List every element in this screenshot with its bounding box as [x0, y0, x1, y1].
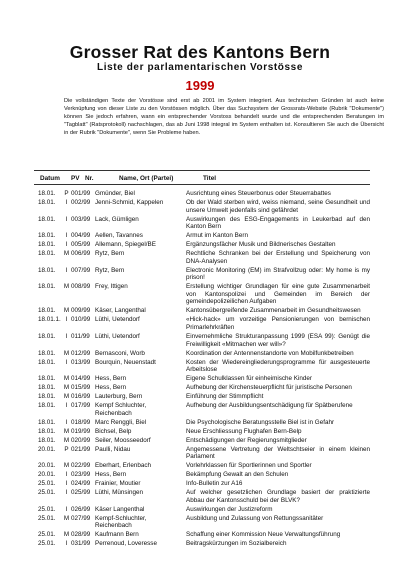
pv-cell: M [63, 436, 70, 444]
date-cell: 18.01. [38, 402, 56, 410]
pv-cell: M [63, 462, 70, 470]
table-row [38, 199, 370, 216]
date-cell: 25.01. [38, 514, 56, 522]
document-title: Grosser Rat des Kantons Bern [69, 42, 331, 62]
table-row [38, 375, 370, 384]
pv-cell: I [65, 480, 68, 488]
number-cell: 019/99 [71, 427, 91, 435]
number-cell: 006/99 [71, 250, 91, 258]
pv-cell: M [63, 375, 70, 383]
name-cell: Käser Langenthal [95, 505, 145, 513]
title-cell: Auswirkungen der Justizreform [186, 505, 273, 513]
date-cell: 20.01. [38, 471, 56, 479]
table-row [38, 241, 370, 250]
title-cell: Erstellung wichtiger Grundlagen für eine gute Zusammenarbeit von Kantonspolizei und Gemeinden im Bereich der gemeindepolizeilichen Aufgaben [186, 283, 370, 306]
name-cell: Allemann, Spiegel/BE [95, 241, 156, 249]
header-bottom-rule [34, 184, 370, 185]
title-cell: Aufhebung der Ausbildungsentschädigung für Spätberufene [186, 402, 353, 410]
intro-paragraph: Die vollständigen Texte der Vorstösse sind erst ab 2001 im System integriert. Aus technischen Gründen ist auch keine Verknüpfung von dieser Liste zu den Vorstössen möglich. Über das Suchsystem der Grossrats-Website (Rubrik "Dokumente") können Sie jedoch erfahren, wann ein entsprechender Vorstoss behandelt wurde und die entsprechenden Beratungen im "Tagblatt" (Ratsprotokoll) nachschlagen, das ab Juni 1998 integral im System enthalten ist. Konsultieren Sie auch die Übersicht in der Rubrik "Dokumente", wenn Sie Probleme haben. [64, 98, 384, 137]
name-cell: Lauterburg, Bern [95, 393, 143, 401]
title-cell: Einführung der Stimmpflicht [186, 393, 264, 401]
title-cell: Bekämpfung Gewalt an den Schulen [186, 471, 289, 479]
number-cell: 014/99 [71, 375, 91, 383]
date-cell: 25.01. [38, 540, 56, 548]
name-cell: Paulli, Nidau [95, 445, 131, 453]
pv-cell: I [65, 505, 68, 513]
number-cell: 027/99 [71, 514, 91, 522]
date-cell: 18.01. [38, 427, 56, 435]
number-cell: 015/99 [71, 384, 91, 392]
date-cell: 18.01. [38, 250, 56, 258]
table-row [38, 515, 370, 532]
date-cell: 18.01. [38, 418, 56, 426]
pv-cell: I [65, 333, 68, 340]
date-cell: 20.01. [38, 462, 56, 470]
number-cell: 024/99 [71, 480, 91, 488]
number-cell: 017/99 [71, 402, 91, 410]
date-cell: 18.01. [38, 333, 56, 340]
table-row [38, 359, 370, 376]
header-name: Name, Ort (Partei) [119, 175, 174, 182]
title-cell: Ob der Wald sterben wird, weiss niemand, seine Gesundheit und unsere Umwelt jedenfalls sind gefährdet [186, 198, 370, 214]
name-cell: Hess, Bern [95, 384, 127, 392]
table-row [38, 333, 370, 350]
date-cell: 25.01. [38, 505, 56, 513]
pv-cell: M [63, 307, 70, 315]
table-row [38, 190, 370, 199]
title-cell: Beitragskürzungen im Sozialbereich [186, 540, 287, 548]
table-row [38, 350, 370, 359]
name-cell: Käser, Langenthal [95, 307, 146, 315]
table-row [38, 419, 370, 428]
date-cell: 18.01. [38, 232, 56, 240]
date-cell: 18.01. [38, 198, 56, 206]
pv-cell: I [65, 402, 68, 410]
title-cell: Kantonsübergreifende Zusammenarbeit im Gesundheitswesen [186, 307, 361, 315]
table-row [38, 316, 370, 333]
number-cell: 011/99 [71, 333, 90, 340]
title-cell: Koordination der Antennenstandorte von Mobilfunkbetreiben [186, 349, 354, 357]
title-cell: Entschädigungen der Regierungsmitglieder [186, 436, 307, 444]
pv-cell: P [64, 190, 69, 197]
number-cell: 001/99 [71, 190, 91, 197]
date-cell: 25.01. [38, 531, 56, 539]
date-cell: 18.01. [38, 384, 56, 392]
pv-cell: M [63, 514, 70, 522]
table-row [38, 540, 370, 549]
number-cell: 010/99 [71, 316, 91, 324]
title-cell: Die Psychologische Beratungsstelle Biel ist in Gefahr [186, 418, 335, 426]
name-cell: Seiler, Moosseedorf [95, 436, 151, 444]
pv-cell: I [65, 358, 68, 366]
title-cell: Ausrichtung eines Steuerbonus oder Steuerrabattes [186, 190, 331, 197]
table-row [38, 462, 370, 471]
title-cell: Auswirkungen des ESG-Engagements in Leukerbad auf den Kanton Bern [186, 215, 370, 231]
date-cell: 25.01. [38, 480, 56, 488]
title-cell: «Hick-hack» um vorzeitige Pensionierungen von bernischen Primarlehrkräften [186, 316, 370, 332]
pv-cell: I [65, 418, 68, 426]
name-cell: Kaufmann Bern [95, 531, 139, 539]
table-row [38, 384, 370, 393]
pv-cell: P [64, 445, 69, 453]
name-cell: Hess, Bern [95, 375, 127, 383]
table-row [38, 216, 370, 233]
number-cell: 028/99 [71, 531, 91, 539]
date-cell: 18.01.1. [38, 316, 61, 324]
title-cell: Rechtliche Schranken bei der Erstellung und Speicherung von DNA-Analysen [186, 250, 370, 265]
name-cell: Lack, Gümligen [95, 215, 139, 223]
number-cell: 009/99 [71, 307, 91, 315]
pv-cell: M [63, 393, 70, 401]
year-heading: 1999 [185, 78, 215, 93]
header-pv: PV [71, 175, 80, 182]
header-top-rule [34, 170, 370, 171]
name-cell: Marc Renggli, Biel [95, 418, 147, 426]
pv-cell: I [65, 489, 68, 497]
number-cell: 013/99 [71, 358, 91, 366]
table-row [38, 531, 370, 540]
title-cell: Auf welcher gesetzlichen Grundlage basiert der praktizierte Abbau der Kantonsschuld bei der BLVK? [186, 489, 370, 504]
name-cell: Aellen, Tavannes [95, 232, 143, 240]
table-row [38, 506, 370, 515]
pv-cell: I [65, 241, 68, 249]
pv-cell: I [65, 471, 68, 479]
number-cell: 012/99 [71, 349, 91, 357]
name-cell: Frey, Ittigen [95, 283, 128, 291]
pv-cell: M [63, 250, 70, 258]
number-cell: 021/99 [71, 445, 91, 453]
name-cell: Lüthi, Uetendorf [95, 316, 140, 324]
pv-cell: M [63, 427, 70, 435]
number-cell: 008/99 [71, 283, 91, 291]
name-cell: Kempf Schluchter, Reichenbach [95, 402, 147, 417]
date-cell: 18.01. [38, 215, 56, 223]
date-cell: 20.01. [38, 445, 56, 453]
title-cell: Einvernehmliche Strukturanpassung 1999 (ESA 99): Genügt die Freiwilligkeit «Mitmachen wer will»? [186, 333, 370, 348]
table-row [38, 232, 370, 241]
number-cell: 016/99 [71, 393, 91, 401]
date-cell: 18.01. [38, 307, 56, 315]
date-cell: 18.01. [38, 393, 56, 401]
title-cell: Armut im Kanton Bern [186, 232, 248, 240]
table-row [38, 393, 370, 402]
date-cell: 18.01. [38, 349, 56, 357]
date-cell: 18.01. [38, 436, 56, 444]
date-cell: 18.01. [38, 241, 56, 249]
name-cell: Perrenoud, Loveresse [95, 540, 157, 548]
title-cell: Aufhebung der Kirchensteuerpflicht für juristische Personen [186, 384, 352, 392]
name-cell: Bernasconi, Worb [95, 349, 145, 357]
number-cell: 023/99 [71, 471, 91, 479]
title-cell: Neue Erschliessung Flughafen Bern-Belp [186, 427, 302, 435]
name-cell: Kempf-Schluchter, Reichenbach [95, 514, 147, 530]
header-title: Titel [203, 175, 217, 182]
pv-cell: M [63, 283, 70, 291]
pv-cell: I [65, 232, 68, 240]
date-cell: 18.01. [38, 375, 56, 383]
table-row [38, 480, 370, 489]
pv-cell: M [63, 349, 70, 357]
table-row [38, 471, 370, 480]
document-subtitle: Liste der parlamentarischen Vorstösse [97, 62, 303, 73]
motions-table [38, 190, 370, 549]
date-cell: 18.01. [38, 190, 56, 197]
name-cell: Lüthi, Uetendorf [95, 333, 140, 340]
number-cell: 025/99 [71, 489, 91, 497]
name-cell: Jenni-Schmid, Kappelen [95, 198, 164, 206]
pv-cell: I [65, 215, 68, 223]
name-cell: Frainier, Moutier [95, 480, 141, 488]
table-row [38, 267, 370, 284]
name-cell: Rytz, Bern [95, 250, 125, 258]
table-row [38, 402, 370, 419]
table-row [38, 283, 370, 307]
date-cell: 18.01. [38, 266, 56, 274]
pv-cell: M [63, 384, 70, 392]
number-cell: 007/99 [71, 266, 91, 274]
table-row [38, 428, 370, 437]
name-cell: Bourquin, Neuenstadt [95, 358, 156, 366]
pv-cell: I [65, 266, 68, 274]
number-cell: 005/99 [71, 241, 91, 249]
table-row [38, 446, 370, 463]
date-cell: 18.01. [38, 358, 56, 366]
number-cell: 020/99 [71, 436, 91, 444]
table-row [38, 489, 370, 506]
name-cell: Bichsel, Belp [95, 427, 132, 435]
header-date: Datum [40, 175, 60, 182]
title-cell: Ergänzungsfächer Musik und Bildnerisches Gestalten [186, 241, 336, 249]
pv-cell: I [65, 540, 68, 548]
number-cell: 022/99 [71, 462, 91, 470]
pv-cell: I [65, 198, 68, 206]
name-cell: Lüthi, Münsingen [95, 489, 143, 497]
pv-cell: M [63, 531, 70, 539]
title-cell: Vorlehrklassen für Sportlerinnen und Sportler [186, 462, 312, 470]
name-cell: Eberhart, Erlenbach [95, 462, 152, 470]
title-cell: Kosten der Wiedereingliederungsprogramme für ausgesteuerte Arbeitslose [186, 358, 370, 374]
title-cell: Eigene Schulklassen für einheimische Kinder [186, 375, 313, 383]
table-row [38, 437, 370, 446]
table-row [38, 307, 370, 316]
title-cell: Electronic Monitoring (EM) im Strafvollzug oder: My home is my prison! [186, 266, 370, 282]
name-cell: Hess, Bern [95, 471, 127, 479]
title-cell: Ausbildung und Zulassung von Rettungssanitäter [186, 514, 324, 522]
number-cell: 003/99 [71, 215, 91, 223]
pv-cell: I [65, 316, 68, 324]
header-nr: Nr. [85, 175, 94, 182]
number-cell: 018/99 [71, 418, 91, 426]
name-cell: Rytz, Bern [95, 266, 125, 274]
table-row [38, 250, 370, 267]
date-cell: 25.01. [38, 489, 56, 497]
title-cell: Schaffung einer Kommission Neue Verwaltungsführung [186, 531, 341, 539]
title-cell: Angemessene Vertretung der Weltschtseier in einem kleinen Parlament [186, 445, 370, 461]
name-cell: Gmünder, Biel [95, 190, 135, 197]
title-cell: Info-Bulletin zur A16 [186, 480, 243, 488]
number-cell: 026/99 [71, 505, 91, 513]
date-cell: 18.01. [38, 283, 56, 291]
number-cell: 031/99 [71, 540, 91, 548]
number-cell: 002/99 [71, 198, 91, 206]
number-cell: 004/99 [71, 232, 91, 240]
